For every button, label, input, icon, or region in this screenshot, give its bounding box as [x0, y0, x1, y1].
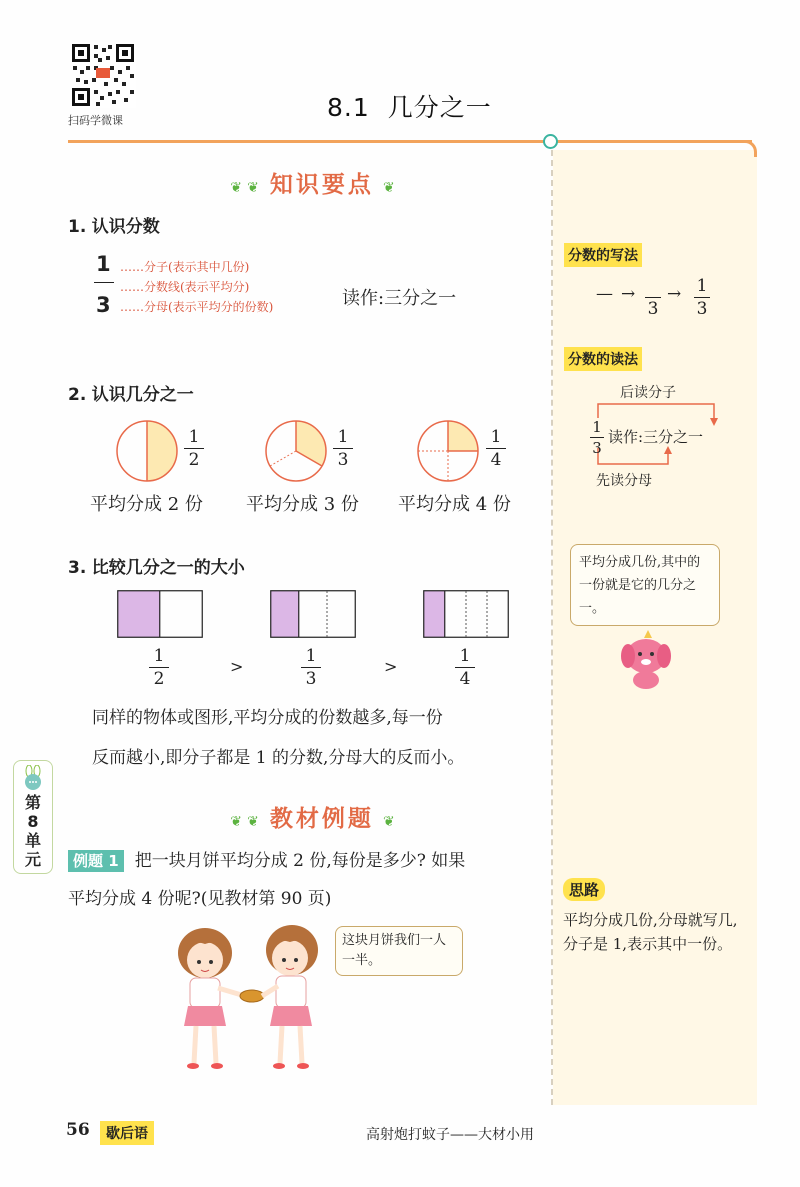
footer-saying: 高射炮打蚊子——大材小用 — [366, 1127, 534, 1143]
knowledge-heading — [200, 166, 425, 199]
reading-tag: 分数的读法 — [564, 347, 642, 371]
thinking-tag: 思路 — [563, 878, 605, 901]
note-fraction-bar: ……分数线(表示平均分) — [120, 280, 250, 294]
item3-title: 比较几分之一的大小 — [91, 558, 245, 578]
rect-third — [270, 590, 356, 638]
item2-title: 认识几分之一 — [91, 385, 194, 405]
section-title: 几分之一 — [387, 93, 492, 122]
speech-text: 这块月饼我们一人一半。 — [342, 933, 447, 968]
item1-heading — [68, 212, 160, 237]
denominator: 3 — [647, 299, 659, 319]
denominator: 4 — [490, 450, 502, 470]
item2-heading — [68, 380, 194, 405]
writing-step-bar-denominator — [645, 276, 661, 319]
page-number: 56 — [66, 1120, 90, 1140]
writing-tag: 分数的写法 — [564, 243, 642, 267]
arrow-icon: → — [667, 284, 682, 304]
qr-caption: 扫码学微课 — [68, 114, 123, 127]
column-divider — [551, 150, 553, 1105]
footer-badge: 歇后语 — [100, 1121, 154, 1145]
numerator: 1 — [696, 276, 708, 296]
note-numerator: ……分子(表示其中几份) — [120, 260, 250, 274]
caption-4-parts: 平均分成 4 份 — [398, 494, 511, 515]
denominator: 2 — [188, 450, 200, 470]
fraction-one-third — [333, 427, 353, 470]
denominator: 3 — [305, 669, 317, 689]
denominator: 3 — [337, 450, 349, 470]
thinking-text: 平均分成几份,分母就写几,分子是 1,表示其中一份。 — [563, 911, 738, 953]
example-question-line-1: 把一块月饼平均分成 2 份,每份是多少? 如果 — [134, 851, 466, 871]
denominator: 3 — [592, 439, 602, 457]
arrow-icon: → — [621, 284, 636, 304]
item3-number: 3. — [68, 558, 87, 578]
circle-half — [116, 420, 178, 482]
item3-heading — [68, 553, 245, 578]
examples-heading-text: 教材例题 — [269, 806, 374, 832]
sprout-icon: ❦ — [247, 180, 259, 196]
header-rule-side — [556, 140, 752, 143]
rect-half — [117, 590, 203, 638]
fraction-numerator: 1 — [96, 252, 111, 276]
item2-number: 2. — [68, 385, 87, 405]
unit-label: 第8单元 — [24, 793, 41, 869]
numerator: 1 — [490, 427, 502, 447]
fraction-one-half — [184, 427, 204, 470]
bunny-icon — [20, 765, 46, 791]
speech-bubble — [335, 926, 463, 976]
tip-text: 平均分成几份,其中的一份就是它的几分之一。 — [579, 555, 701, 616]
numerator: 1 — [305, 646, 317, 666]
header-rule-corner — [740, 140, 757, 157]
writing-step-full-fraction — [694, 276, 710, 319]
compare-fraction-quarter — [455, 646, 475, 689]
unit-tab — [13, 760, 53, 874]
fraction-one-quarter — [486, 427, 506, 470]
summary-line-2: 反而越小,即分子都是 1 的分数,分母大的反而小。 — [92, 748, 465, 768]
denominator: 3 — [696, 299, 708, 319]
girls-illustration — [160, 918, 340, 1078]
example-badge: 例题 1 — [68, 850, 124, 872]
note-denominator: ……分母(表示平均分的份数) — [120, 300, 274, 314]
fraction-bar — [94, 282, 114, 283]
numerator: 1 — [153, 646, 165, 666]
tip-bubble — [570, 544, 720, 626]
read-numerator-later: 后读分子 — [620, 385, 676, 401]
numerator: 1 — [337, 427, 349, 447]
denominator: 4 — [459, 669, 471, 689]
summary-line-1: 同样的物体或图形,平均分成的份数越多,每一份 — [92, 708, 443, 728]
numerator: 1 — [592, 418, 602, 436]
sprout-icon: ❦ — [230, 814, 242, 830]
page-title — [327, 88, 492, 124]
examples-heading — [200, 800, 425, 833]
caption-2-parts: 平均分成 2 份 — [90, 494, 203, 515]
greater-than-sign: > — [384, 657, 398, 676]
sprout-icon: ❦ — [383, 814, 395, 830]
item1-number: 1. — [68, 217, 87, 237]
numerator: 1 — [459, 646, 471, 666]
denominator: 2 — [153, 669, 165, 689]
reading-text: 读作:三分之一 — [342, 288, 457, 309]
numerator: 1 — [188, 427, 200, 447]
header-rule — [68, 140, 550, 143]
sprout-icon: ❦ — [247, 814, 259, 830]
rule-circle-mark — [543, 134, 558, 149]
circle-quarter — [417, 420, 479, 482]
read-as-text: 读作:三分之一 — [608, 428, 704, 446]
rect-quarter — [423, 590, 509, 638]
sprout-icon: ❦ — [230, 180, 242, 196]
read-fraction — [590, 418, 604, 457]
compare-fraction-third — [301, 646, 321, 689]
fraction-denominator: 3 — [96, 293, 111, 317]
greater-than-sign: > — [230, 657, 244, 676]
example-1-line-1 — [68, 846, 465, 871]
sprout-icon: ❦ — [383, 180, 395, 196]
puppy-mascot-icon — [616, 628, 676, 690]
knowledge-heading-text: 知识要点 — [269, 172, 374, 198]
section-number: 8.1 — [327, 93, 370, 122]
example-question-line-2: 平均分成 4 份呢?(见教材第 90 页) — [68, 889, 332, 909]
caption-3-parts: 平均分成 3 份 — [246, 494, 359, 515]
circle-third — [265, 420, 327, 482]
compare-fraction-half — [149, 646, 169, 689]
qr-code-icon[interactable] — [70, 42, 136, 108]
writing-step-dash: — — [596, 284, 613, 304]
item1-title: 认识分数 — [91, 217, 160, 237]
read-denominator-first: 先读分母 — [596, 473, 652, 489]
